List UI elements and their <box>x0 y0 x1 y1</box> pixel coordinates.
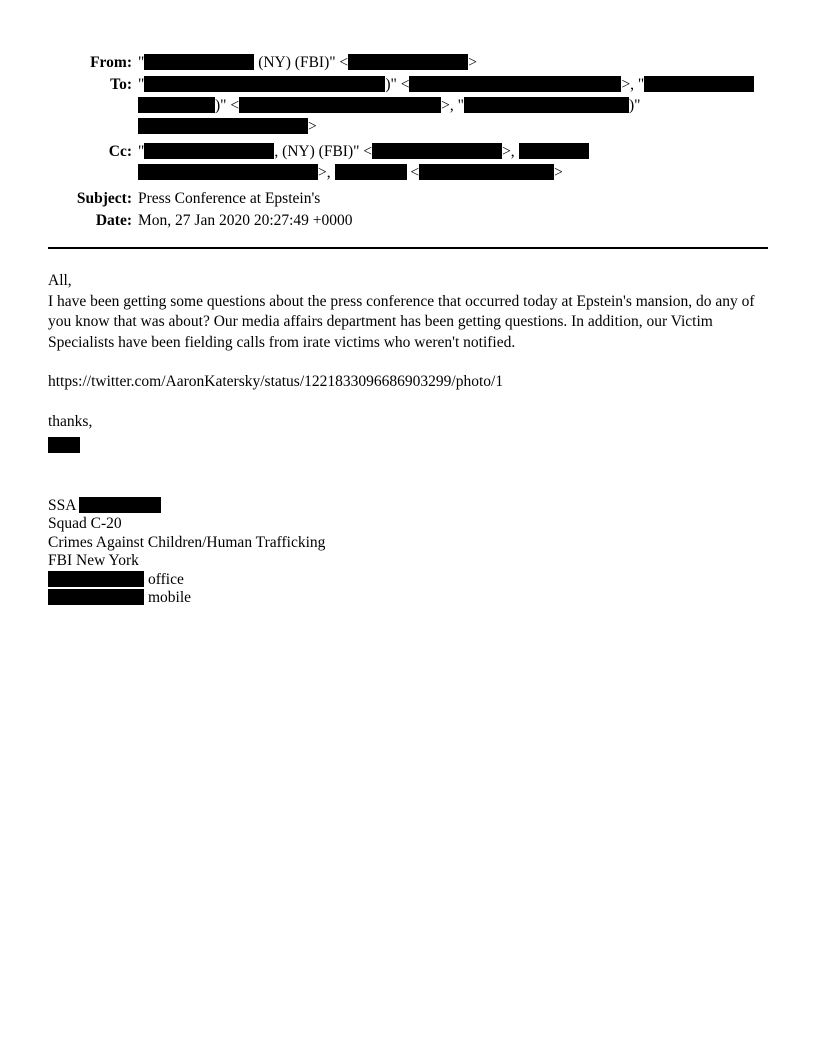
text-segment: >, <box>318 164 335 181</box>
text-segment: (NY) (FBI)" < <box>254 54 349 71</box>
header-row-subject <box>60 188 768 209</box>
text-segment: >, " <box>621 76 645 93</box>
redaction-bar <box>372 143 502 159</box>
signature-ssa-label: SSA <box>48 496 76 514</box>
header-row-cc <box>60 141 768 183</box>
redaction-bar <box>644 76 754 92</box>
redaction-bar <box>144 76 385 92</box>
redaction-bar <box>144 54 254 70</box>
email-signature <box>48 497 768 608</box>
redaction-signature-name <box>48 436 768 457</box>
header-label-subject: Subject: <box>76 190 132 207</box>
header-value-date: Mon, 27 Jan 2020 20:27:49 +0000 <box>138 212 353 229</box>
text-segment: > <box>554 164 563 181</box>
redaction-bar <box>348 54 468 70</box>
body-link[interactable]: https://twitter.com/AaronKatersky/status/1221833096686903299/photo/1 <box>48 373 504 390</box>
text-segment: )" < <box>385 76 410 93</box>
redaction-bar <box>144 143 274 159</box>
email-header <box>60 52 768 231</box>
redaction-bar <box>519 143 589 159</box>
header-value-to <box>138 74 768 137</box>
text-segment: , (NY) (FBI)" < <box>274 143 373 160</box>
body-closing: thanks, <box>48 412 93 430</box>
text-segment: " <box>138 143 145 160</box>
text-segment: < <box>406 164 420 181</box>
header-label-date: Date: <box>95 212 132 229</box>
text-segment: )" <box>628 97 641 114</box>
signature-unit: Crimes Against Children/Human Trafficking <box>48 533 326 551</box>
redaction-bar <box>79 497 161 513</box>
redaction-bar <box>419 164 554 180</box>
text-segment: " <box>138 54 145 71</box>
header-body-divider <box>48 247 768 249</box>
redaction-bar <box>48 437 80 453</box>
text-segment: > <box>468 54 477 71</box>
redaction-bar <box>138 97 215 113</box>
body-paragraph: I have been getting some questions about the press conference that occurred today at Epstein's mansion, do any of you know that was about? Our media affairs department has been getting questions. In addition, our Victim Specialists have been fielding calls from irate victims who weren't notified. <box>48 292 755 351</box>
text-segment: )" < <box>215 97 240 114</box>
text-segment: > <box>308 118 317 135</box>
header-label-to: To: <box>110 76 132 93</box>
signature-office-phone <box>48 571 768 590</box>
signature-office-phone-label: office <box>148 570 184 588</box>
header-row-date <box>60 210 768 231</box>
email-body <box>48 271 768 608</box>
redaction-bar <box>48 589 144 605</box>
header-row-to <box>60 74 768 137</box>
header-row-from <box>60 52 768 73</box>
redaction-bar <box>335 164 407 180</box>
redaction-bar <box>239 97 441 113</box>
text-segment: >, " <box>441 97 464 114</box>
signature-office-name: FBI New York <box>48 552 139 569</box>
signature-squad: Squad C-20 <box>48 515 122 532</box>
text-segment: >, <box>502 143 519 160</box>
text-segment: " <box>138 76 145 93</box>
signature-mobile-phone-label: mobile <box>148 589 192 606</box>
body-salutation: All, <box>48 272 72 289</box>
header-label-cc: Cc: <box>108 143 132 160</box>
redaction-bar <box>409 76 621 92</box>
signature-mobile-phone <box>48 589 768 608</box>
header-value-from <box>138 52 768 73</box>
redaction-bar <box>138 118 308 134</box>
signature-ssa-line <box>48 497 768 516</box>
redaction-bar <box>48 571 144 587</box>
header-value-cc <box>138 141 768 183</box>
header-value-subject: Press Conference at Epstein's <box>138 190 321 207</box>
header-label-from: From: <box>90 54 132 71</box>
redaction-bar <box>464 97 629 113</box>
redaction-bar <box>138 164 318 180</box>
